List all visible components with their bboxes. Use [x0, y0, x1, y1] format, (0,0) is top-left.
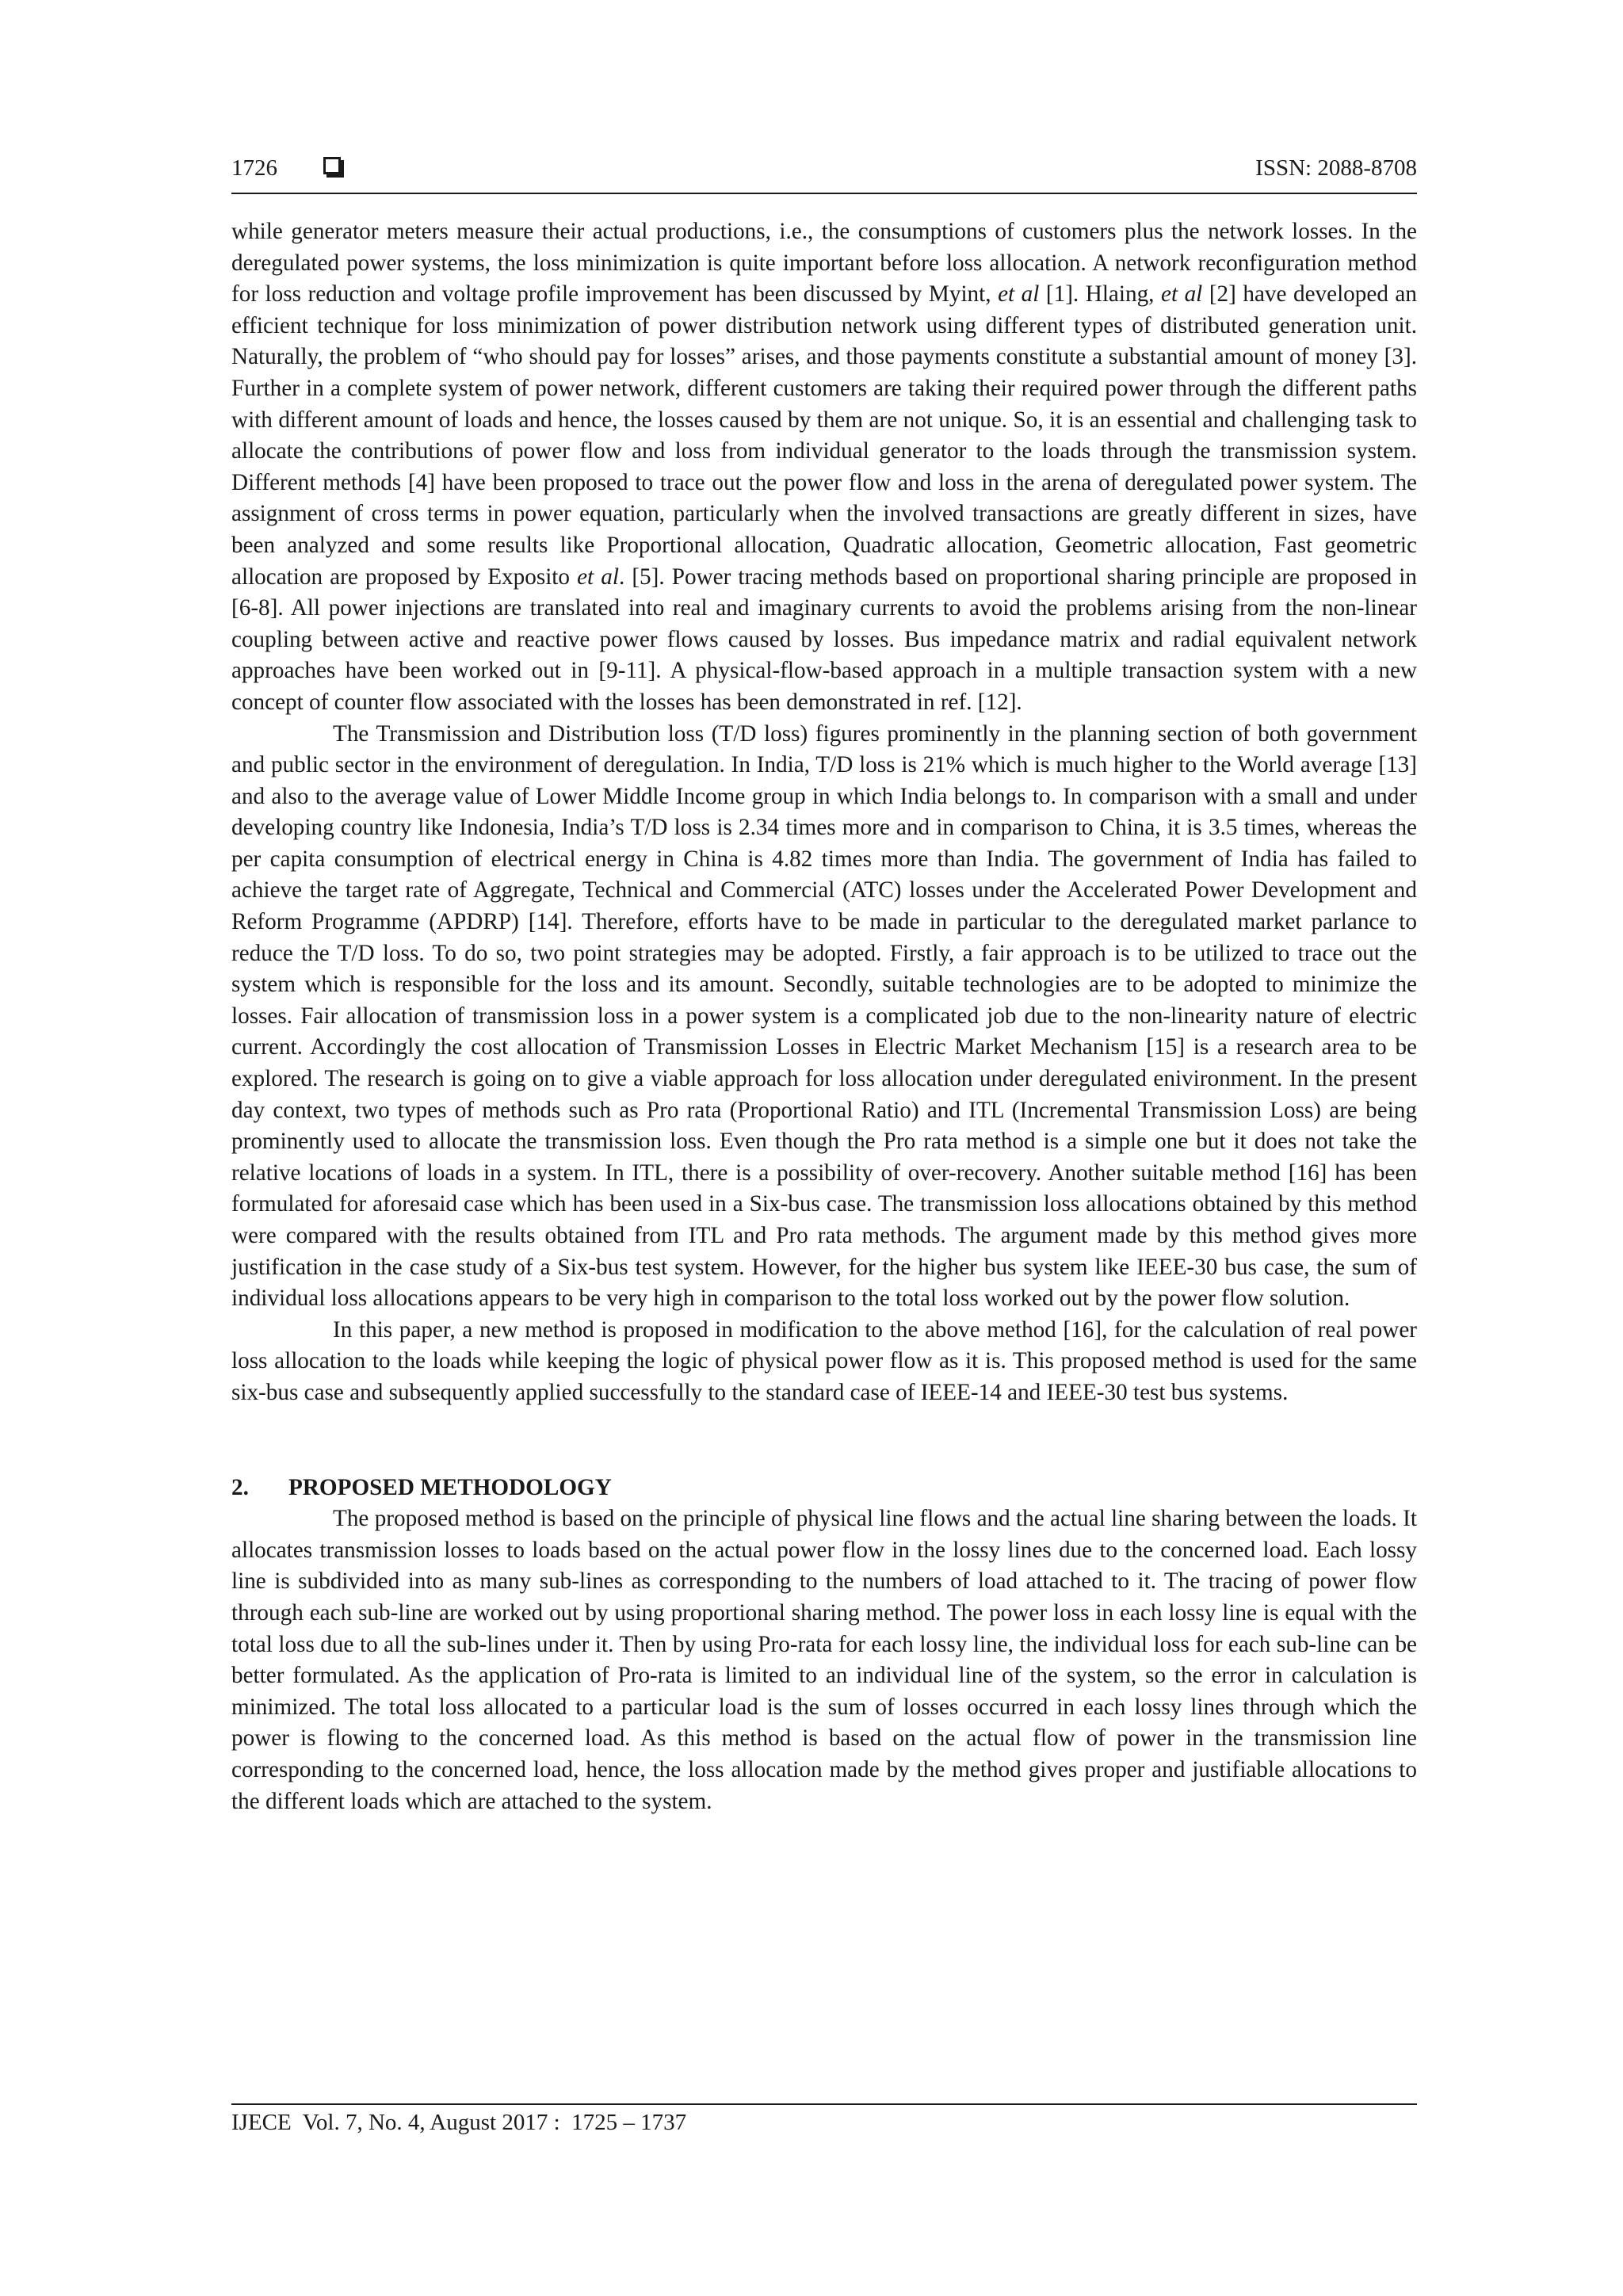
citation-et-al: et al — [577, 563, 619, 590]
section-heading — [231, 1473, 1417, 1504]
section-title: PROPOSED METHODOLOGY — [288, 1474, 612, 1500]
section-paragraph: The proposed method is based on the principle of physical line flows and the actual line sharing between the loads. It allocates transmission losses to loads based on the actual power flow in the lossy lines due to the concerned load. Each lossy line is subdivided into as many sub-lines as corresponding to the numbers of load attached to it. The tracing of power flow through each sub-line are worked out by using proportional sharing method. The power loss in each lossy line is equal with the total loss due to all the sub-lines under it. Then by using Pro-rata for each lossy line, the individual loss for each sub-line can be better formulated. As the application of Pro-rata is limited to an individual line of the system, so the error in calculation is minimized. The total loss allocated to a particular load is the sum of losses occurred in each lossy lines through which the power is flowing to the concerned load. As this method is based on the actual flow of power in the transmission line corresponding to the concerned load, hence, the loss allocation made by the method gives proper and justifiable allocations to the different loads which are attached to the system. — [231, 1506, 1417, 1814]
footer-divider — [231, 2103, 1417, 2105]
page-header — [231, 155, 1417, 190]
header-divider — [231, 193, 1417, 194]
journal-citation-footer: IJECE Vol. 7, No. 4, August 2017 : 1725 – 1737 — [231, 2110, 687, 2135]
page-number: 1726 — [231, 155, 277, 181]
main-text — [231, 216, 1417, 1817]
body-paragraph-2: The Transmission and Distribution loss (T/D loss) figures prominently in the planning section of both government and public sector in the environment of deregulation. In India, T/D loss is 21% which is much higher to the World average [13] and also to the average value of Lower Middle Income group in which India belongs to. In comparison with a small and under developing country like Indonesia, India’s T/D loss is 2.34 times more and in comparison to China, it is 3.5 times, whereas the per capita consumption of electrical energy in China is 4.82 times more than India. The government of India has failed to achieve the target rate of Aggregate, Technical and Commercial (ATC) losses under the Accelerated Power Development and Reform Programme (APDRP) [14]. Therefore, efforts have to be made in particular to the deregulated market parlance to reduce the T/D loss. To do so, two point strategies may be adopted. Firstly, a fair approach is to be utilized to trace out the system which is responsible for the loss and its amount. Secondly, suitable technologies are to be adopted to minimize the losses. Fair allocation of transmission loss in a power system is a complicated job due to the non-linearity nature of electric current. Accordingly the cost allocation of Transmission Losses in Electric Market Mechanism [15] is a research area to be explored. The research is going on to give a viable approach for loss allocation under deregulated enivironment. In the present day context, two types of methods such as Pro rata (Proportional Ratio) and ITL (Incremental Transmission Loss) are being prominently used to allocate the transmission loss. Even though the Pro rata method is a simple one but it does not take the relative locations of loads in a system. In ITL, there is a possibility of over-recovery. Another suitable method [16] has been formulated for aforesaid case which has been used in a Six-bus case. The transmission loss allocations obtained by this method were compared with the results obtained from ITL and Pro rata methods. The argument made by this method gives more justification in the case study of a Six-bus test system. However, for the higher bus system like IEEE-30 bus case, the sum of individual loss allocations appears to be very high in comparison to the total loss worked out by the power flow solution. — [231, 720, 1417, 1312]
citation-et-al: et al — [1161, 281, 1203, 308]
square-bullet-icon — [323, 157, 341, 174]
citation-et-al: et al — [998, 281, 1040, 308]
body-paragraph-1: while generator meters measure their actual productions, i.e., the consumptions of customers plus the network losses. In the deregulated power systems, the loss minimization is quite important before loss allocation. A network reconfiguration method for loss reduction and voltage profile improvement has been discussed by Myint, et al [1]. Hlaing, et al [2] have developed an efficient technique for loss minimization of power distribution network using different types of distributed generation unit. Naturally, the problem of “who should pay for losses” arises, and those payments constitute a substantial amount of money [3]. Further in a complete system of power network, different customers are taking their required power through the different paths with different amount of loads and hence, the losses caused by them are not unique. So, it is an essential and challenging task to allocate the contributions of power flow and loss from individual generator to the loads through the transmission system. Different methods [4] have been proposed to trace out the power flow and loss in the arena of deregulated power system. The assignment of cross terms in power equation, particularly when the involved transactions are greatly different in sizes, have been analyzed and some results like Proportional allocation, Quadratic allocation, Geometric allocation, Fast geometric allocation are proposed by Exposito et al. [5]. Power tracing methods based on proportional sharing principle are proposed in [6-8]. All power injections are translated into real and imaginary currents to avoid the problems arising from the non-linear coupling between active and reactive power flows caused by losses. Bus impedance matrix and radial equivalent network approaches have been worked out in [9-11]. A physical-flow-based approach in a multiple transaction system with a new concept of counter flow associated with the losses has been demonstrated in ref. [12]. — [231, 219, 1417, 715]
section-number: 2. — [231, 1474, 249, 1500]
issn-label: ISSN: 2088-8708 — [1255, 155, 1417, 181]
body-paragraph-3: In this paper, a new method is proposed in modification to the above method [16], for the calculation of real power loss allocation to the loads while keeping the logic of physical power flow as it is. This proposed method is used for the same six-bus case and subsequently applied successfully to the standard case of IEEE-14 and IEEE-30 test bus systems. — [231, 1316, 1417, 1405]
